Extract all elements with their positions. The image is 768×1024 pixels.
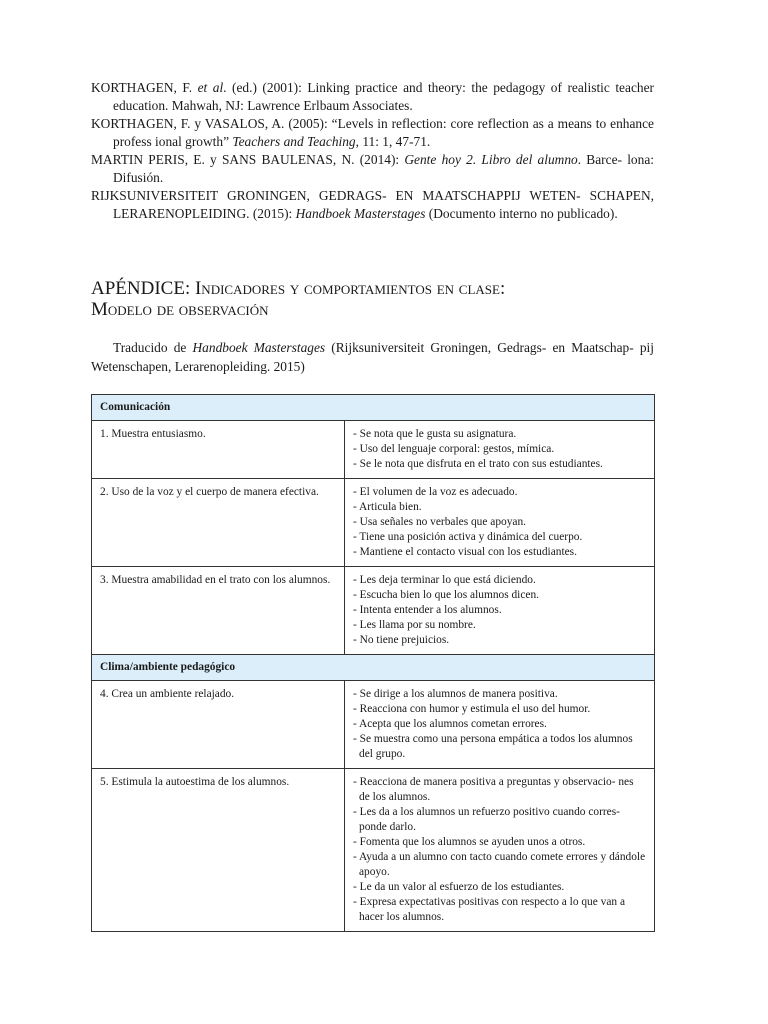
behaviors-cell: [345, 421, 655, 479]
reference-item: KORTHAGEN, F. y VASALOS, A. (2005): “Levels in reflection: core reflection as a means to enhance profess ional growth” Teachers and Teaching, 11: 1, 47-71.: [91, 116, 654, 149]
behavior-item: - Fomenta que los alumnos se ayuden unos a otros.: [353, 836, 586, 848]
behavior-item: - Reacciona de manera positiva a preguntas y observacio- nes de los alumnos.: [353, 776, 634, 803]
behaviors-cell: [345, 567, 655, 655]
behavior-item: - Usa señales no verbales que apoyan.: [353, 516, 527, 528]
behavior-item: - Uso del lenguaje corporal: gestos, mímica.: [353, 443, 555, 455]
indicator-cell: 1. Muestra entusiasmo.: [92, 421, 345, 479]
table-row: [92, 479, 655, 567]
behavior-item: - Tiene una posición activa y dinámica del cuerpo.: [353, 531, 583, 543]
reference-item: KORTHAGEN, F. et al. (ed.) (2001): Linking practice and theory: the pedagogy of realistic teacher education. Mahwah, NJ: Lawrence Erlbaum Associates.: [91, 80, 654, 113]
behavior-item: - Se nota que le gusta su asignatura.: [353, 428, 517, 440]
indicator-cell: 5. Estimula la autoestima de los alumnos.: [92, 769, 345, 932]
section-header-row: [92, 655, 655, 681]
table-row: [92, 567, 655, 655]
behaviors-cell: [345, 769, 655, 932]
behavior-item: - Expresa expectativas positivas con respecto a lo que van a hacer los alumnos.: [353, 896, 626, 923]
reference-item: RIJKSUNIVERSITEIT GRONINGEN, GEDRAGS- EN MAATSCHAPPIJ WETEN- SCHAPEN, LERARENOPLEIDING. (2015): Handboek Masterstages (Documento interno no publicado).: [91, 188, 654, 221]
behavior-item: - Se muestra como una persona empática a todos los alumnos del grupo.: [353, 733, 633, 760]
behavior-item: - Se dirige a los alumnos de manera positiva.: [353, 688, 558, 700]
table-row: [92, 421, 655, 479]
table-row: [92, 769, 655, 932]
appendix-heading: APÉNDICE: Indicadores y comportamientos en clase: Modelo de observación: [91, 278, 506, 320]
indicator-cell: 2. Uso de la voz y el cuerpo de manera efectiva.: [92, 479, 345, 567]
behaviors-cell: [345, 681, 655, 769]
behavior-item: - Les da a los alumnos un refuerzo positivo cuando corres- ponde darlo.: [353, 806, 620, 833]
section-title: Comunicación: [92, 395, 655, 421]
behaviors-cell: [345, 479, 655, 567]
behavior-item: - Ayuda a un alumno con tacto cuando comete errores y dándole apoyo.: [353, 851, 646, 878]
behavior-item: - Intenta entender a los alumnos.: [353, 604, 502, 616]
indicator-cell: 4. Crea un ambiente relajado.: [92, 681, 345, 769]
behavior-item: - Escucha bien lo que los alumnos dicen.: [353, 589, 539, 601]
reference-list: [91, 79, 654, 223]
observation-table: [91, 394, 655, 932]
behavior-item: - Le da un valor al esfuerzo de los estudiantes.: [353, 881, 565, 893]
behavior-item: - Mantiene el contacto visual con los estudiantes.: [353, 546, 577, 558]
behavior-item: - Les llama por su nombre.: [353, 619, 476, 631]
section-header-row: [92, 395, 655, 421]
indicator-cell: 3. Muestra amabilidad en el trato con los alumnos.: [92, 567, 345, 655]
section-title: Clima/ambiente pedagógico: [92, 655, 655, 681]
behavior-item: - No tiene prejuicios.: [353, 634, 450, 646]
behavior-item: - Reacciona con humor y estimula el uso del humor.: [353, 703, 591, 715]
reference-item: MARTIN PERIS, E. y SANS BAULENAS, N. (2014): Gente hoy 2. Libro del alumno. Barce- lona: Difusión.: [91, 152, 654, 185]
behavior-item: - Se le nota que disfruta en el trato con sus estudiantes.: [353, 458, 603, 470]
behavior-item: - Acepta que los alumnos cometan errores.: [353, 718, 547, 730]
table-row: [92, 681, 655, 769]
intro-paragraph: Traducido de Handboek Masterstages (Rijksuniversiteit Groningen, Gedrags- en Maatschap- pij Wetenschapen, Lerarenopleiding. 2015): [91, 340, 654, 374]
behavior-item: - Les deja terminar lo que está diciendo.: [353, 574, 536, 586]
behavior-item: - Articula bien.: [353, 501, 422, 513]
behavior-item: - El volumen de la voz es adecuado.: [353, 486, 518, 498]
